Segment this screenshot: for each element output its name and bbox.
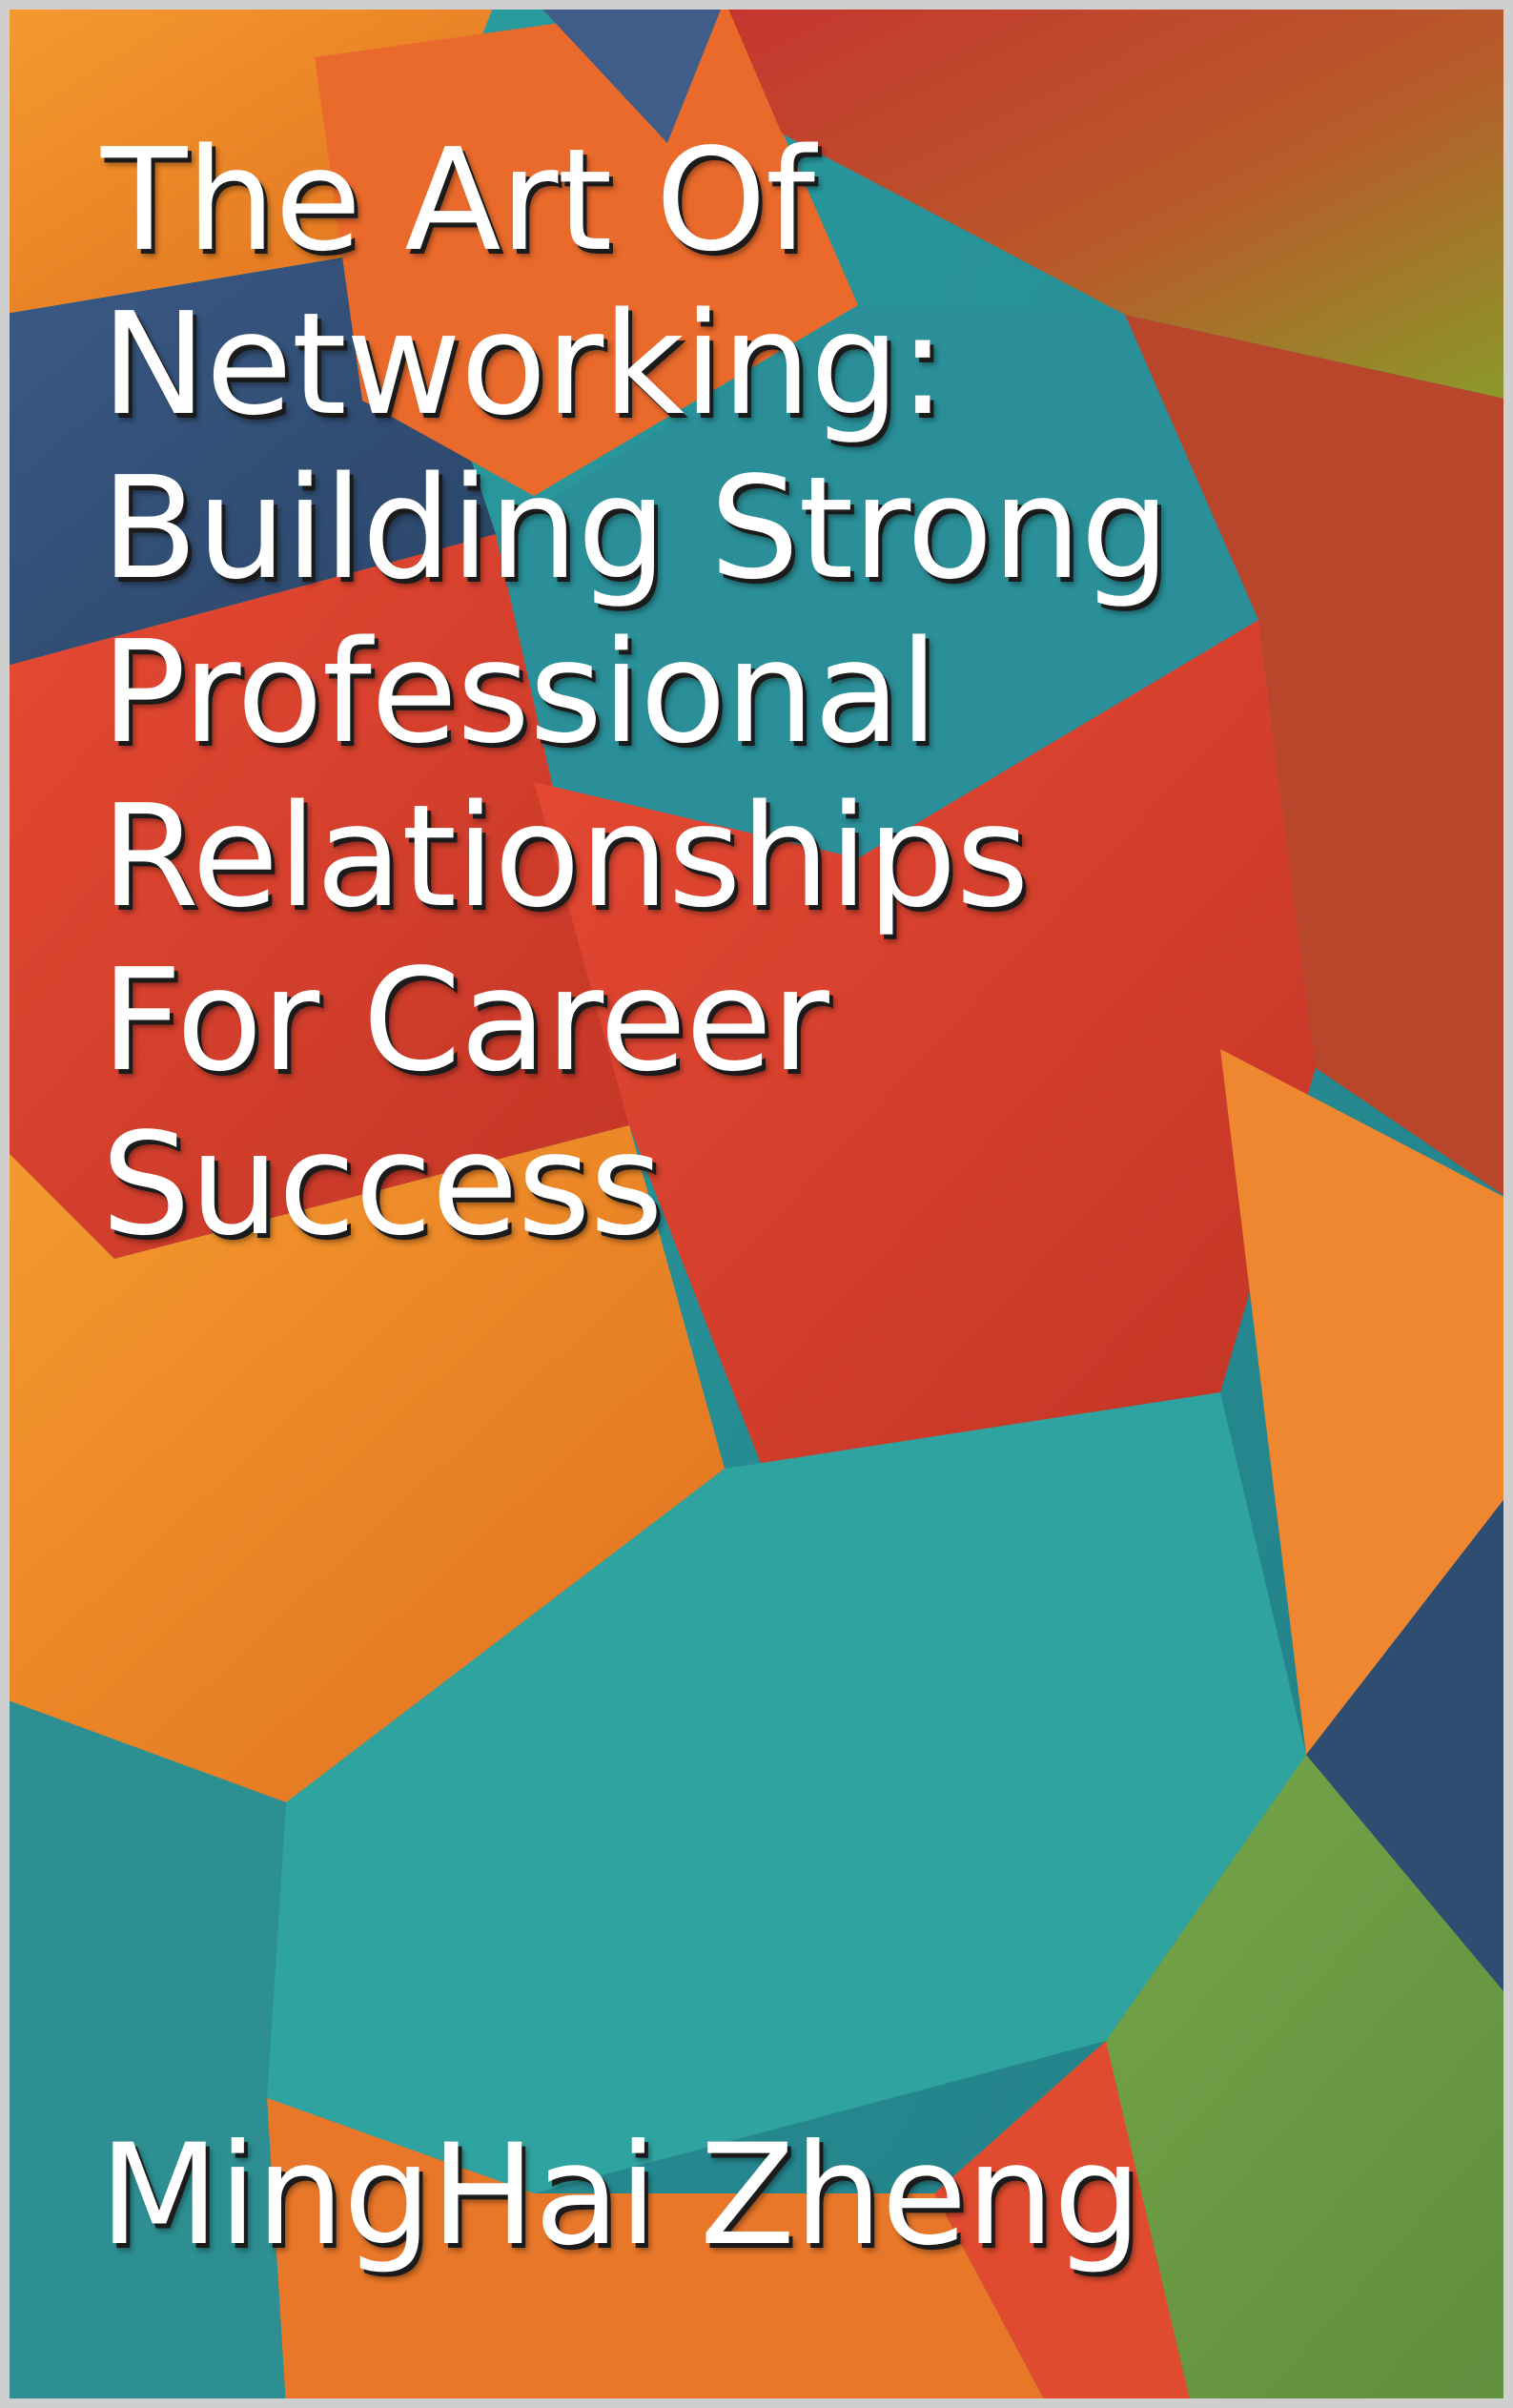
book-title (101, 118, 1474, 1266)
title-line: For Career (101, 938, 828, 1102)
author-name: MingHai Zheng (99, 2114, 1141, 2276)
shape-teal-bottom-left (0, 1698, 286, 2408)
title-line: Success (101, 1102, 663, 1266)
title-line: Networking: (101, 282, 946, 446)
title-line: Professional (101, 610, 938, 774)
title-line: Relationships (101, 774, 1029, 938)
title-line: Building Strong (101, 446, 1170, 610)
title-line: The Art Of (101, 118, 815, 282)
